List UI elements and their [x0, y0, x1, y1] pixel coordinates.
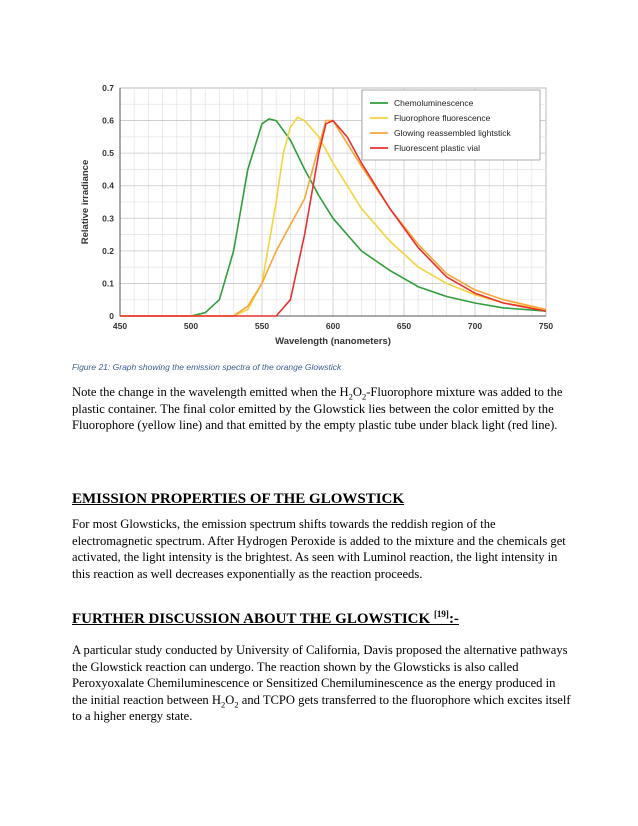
para1-text-2: O [352, 385, 362, 399]
x-tick-label: 700 [467, 321, 483, 331]
x-tick-label: 750 [538, 321, 554, 331]
y-tick-label: 0.7 [102, 83, 114, 93]
para3-sub-1: 2 [220, 699, 226, 710]
para3-sub-2: 2 [234, 699, 239, 710]
y-tick-label: 0.4 [102, 180, 114, 191]
para3-text-2: O [225, 692, 235, 707]
heading2-text: FURTHER DISCUSSION ABOUT THE GLOWSTICK [72, 611, 434, 627]
para1-text-1: Note the change in the wavelength emitted when the H [72, 385, 349, 399]
legend-label: Fluorophore fluorescence [394, 113, 491, 123]
paragraph-note [72, 384, 572, 434]
para1-text-3: -Fluorophore mixture was added to the plastic container. The final color emitted by the Glowstick lies between the color emitted by the Fluorophore (yellow line) and that emitted by the empty plastic tube under black light (red line). [72, 385, 563, 432]
chart-svg [72, 78, 562, 348]
legend-label: Chemoluminescence [394, 98, 474, 108]
para1-sub-1: 2 [348, 391, 353, 402]
y-tick-label: 0.6 [102, 115, 114, 126]
y-tick-label: 0.3 [102, 213, 114, 224]
y-axis-label: Relative irradiance [80, 159, 91, 245]
x-tick-label: 600 [325, 321, 341, 331]
x-tick-label: 500 [183, 321, 199, 331]
y-tick-label: 0.1 [102, 278, 114, 289]
y-tick-label: 0.5 [102, 148, 114, 159]
para3-text-3: and TCPO gets transferred to the fluorophore which excites itself to a higher energy state. [72, 692, 571, 723]
para1-sub-2: 2 [361, 391, 367, 402]
emission-spectra-chart [72, 78, 562, 348]
legend-label: Fluorescent plastic vial [394, 143, 480, 153]
x-tick-label: 650 [396, 321, 412, 331]
x-axis-label: Wavelength (nanometers) [275, 336, 391, 347]
heading-emission-properties: EMISSION PROPERTIES OF THE GLOWSTICK [72, 491, 405, 507]
y-tick-label: 0 [109, 311, 114, 321]
y-tick-label: 0.2 [102, 245, 114, 256]
citation-ref: [19] [433, 609, 449, 619]
paragraph-discussion [72, 642, 572, 725]
x-tick-label: 450 [112, 321, 128, 331]
figure-caption: Figure 21: Graph showing the emission spectra of the orange Glowstick [72, 362, 342, 372]
paragraph-emission: For most Glowsticks, the emission spectrum shifts towards the reddish region of the electromagnetic spectrum. After Hydrogen Peroxide is added to the mixture and the chemicals get activated, the light intensity is the brightest. As seen with Luminol reaction, the light intensity in this reaction as well decreases exponentially as the reaction proceeds. [72, 517, 566, 581]
heading-further-discussion [72, 611, 572, 628]
para3-text-1: A particular study conducted by University of California, Davis proposed the alternative pathways the Glowstick reaction can undergo. The reaction shown by the Glowsticks is also called Peroxyoxalate Chemiluminescence or Sensitized Chemiluminescence as the energy produced in the initial reaction between H [72, 643, 568, 707]
legend-label: Glowing reassembled lightstick [394, 128, 511, 138]
heading2-suffix: :- [448, 611, 459, 627]
x-tick-label: 550 [254, 321, 270, 331]
